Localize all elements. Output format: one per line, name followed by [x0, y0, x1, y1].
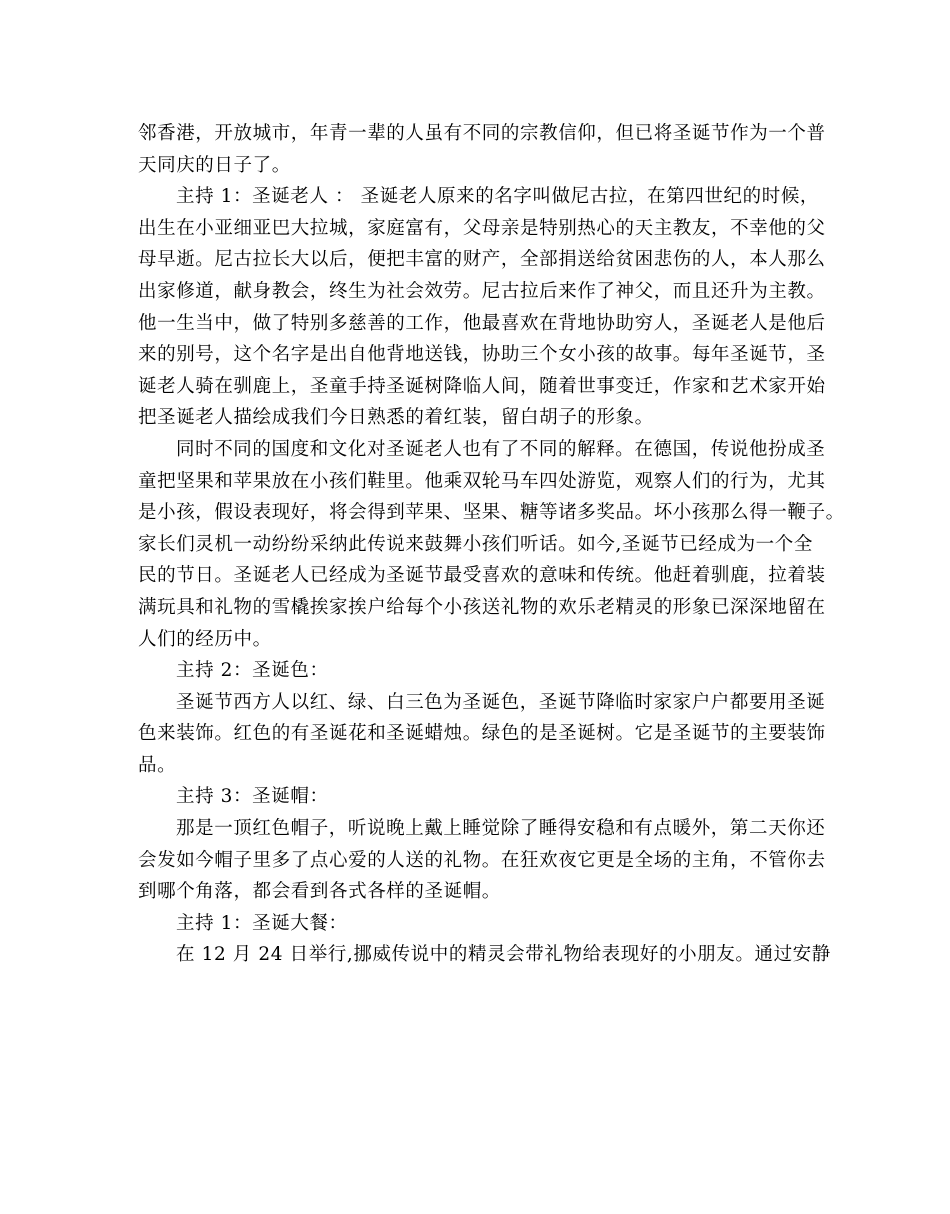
- text-line: 童把坚果和苹果放在小孩们鞋里。他乘双轮马车四处游览，观察人们的行为，尤其: [138, 470, 826, 492]
- text-line: 是小孩，假设表现好，将会得到苹果、坚果、糖等诸多奖品。坏小孩那么得一鞭子。: [138, 502, 845, 524]
- document-body: [138, 118, 845, 971]
- text-line: 诞老人骑在驯鹿上，圣童手持圣诞树降临人间，随着世事变迁，作家和艺术家开始: [138, 375, 826, 397]
- text-line: 色来装饰。红色的有圣诞花和圣诞蜡烛。绿色的是圣诞树。它是圣诞节的主要装饰: [138, 723, 826, 745]
- text-line: 主持 1：圣诞大餐：: [176, 912, 348, 934]
- text-line: 主持 2：圣诞色：: [176, 660, 329, 682]
- text-line: 品。: [138, 754, 177, 776]
- text-line: 出生在小亚细亚巴大拉城，家庭富有，父母亲是特别热心的天主教友，不幸他的父: [138, 217, 826, 239]
- text-line: 主持 1：圣诞老人 ： 圣诞老人原来的名字叫做尼古拉，在第四世纪的时候，: [176, 186, 820, 208]
- text-line: 同时不同的国度和文化对圣诞老人也有了不同的解释。在德国，传说他扮成圣: [176, 438, 826, 460]
- text-line: 那是一顶红色帽子，听说晚上戴上睡觉除了睡得安稳和有点暖外，第二天你还: [176, 818, 826, 840]
- text-line: 天同庆的日子了。: [138, 154, 291, 176]
- text-line: 到哪个角落，都会看到各式各样的圣诞帽。: [138, 881, 501, 903]
- text-line: 会发如今帽子里多了点心爱的人送的礼物。在狂欢夜它更是全场的主角，不管你去: [138, 849, 826, 871]
- text-line: 主持 3：圣诞帽：: [176, 786, 329, 808]
- text-line: 来的别号，这个名字是出自他背地送钱，协助三个女小孩的故事。每年圣诞节，圣: [138, 344, 826, 366]
- text-line: 母早逝。尼古拉长大以后，便把丰富的财产，全部捐送给贫困悲伤的人，本人那么: [138, 249, 826, 271]
- text-line: 在 12 月 24 日举行,挪威传说中的精灵会带礼物给表现好的小朋友。通过安静: [176, 944, 831, 966]
- text-line: 圣诞节西方人以红、绿、白三色为圣诞色，圣诞节降临时家家户户都要用圣诞: [176, 691, 826, 713]
- text-line: 满玩具和礼物的雪橇挨家挨户给每个小孩送礼物的欢乐老精灵的形象已深深地留在: [138, 596, 826, 618]
- text-line: 出家修道，献身教会，终生为社会效劳。尼古拉后来作了神父，而且还升为主教。: [138, 280, 826, 302]
- text-line: 家长们灵机一动纷纷采纳此传说来鼓舞小孩们听话。如今,圣诞节已经成为一个全: [138, 533, 813, 555]
- text-line: 人们的经历中。: [138, 628, 272, 650]
- text-line: 邻香港，开放城市，年青一辈的人虽有不同的宗教信仰，但已将圣诞节作为一个普: [138, 123, 826, 144]
- text-line: 民的节日。圣诞老人已经成为圣诞节最受喜欢的意味和传统。他赶着驯鹿，拉着装: [138, 565, 826, 587]
- text-line: 他一生当中，做了特别多慈善的工作，他最喜欢在背地协助穷人，圣诞老人是他后: [138, 312, 826, 334]
- text-line: 把圣诞老人描绘成我们今日熟悉的着红装，留白胡子的形象。: [138, 407, 654, 429]
